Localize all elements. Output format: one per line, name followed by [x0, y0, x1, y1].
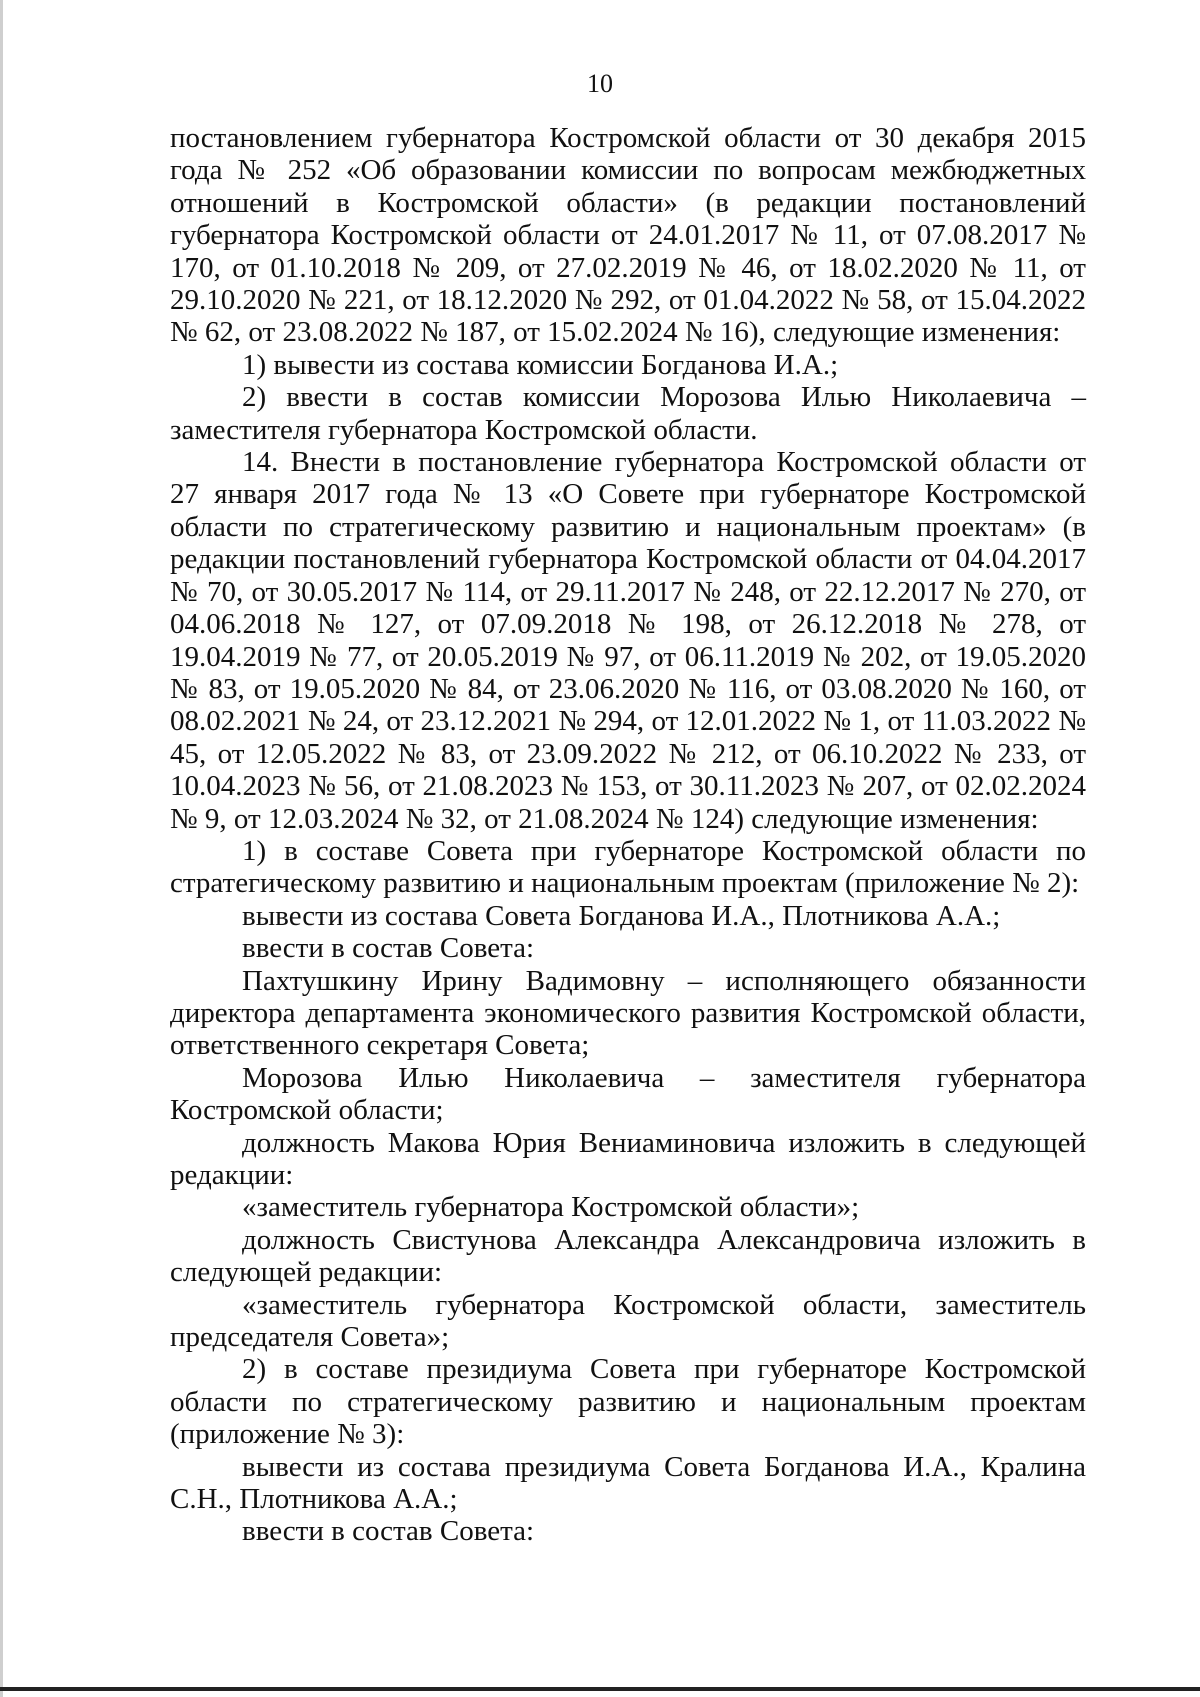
paragraph-clause-14: 14. Внести в постановление губернатора Костромской области от 27 января 2017 года № 13 «О Совете при губернаторе Костромской области по стратегическому развитию и национальным проектам» (в редакции постановлений губернатора Костромской области от 04.04.2017 № 70, от 30.05.2017 № 114, от 29.11.2017 № 248, от 22.12.2017 № 270, от 04.06.2018 № 127, от 07.09.2018 № 198, от 26.12.2018 № 278, от 19.04.2019 № 77, от 20.05.2019 № 97, от 06.11.2019 № 202, от 19.05.2020 № 83, от 19.05.2020 № 84, от 23.06.2020 № 116, от 03.08.2020 № 160, от 08.02.2021 № 24, от 23.12.2021 № 294, от 12.01.2022 № 1, от 11.03.2022 № 45, от 12.05.2022 № 83, от 23.09.2022 № 212, от 06.10.2022 № 233, от 10.04.2023 № 56, от 21.08.2023 № 153, от 30.11.2023 № 207, от 02.02.2024 № 9, от 12.03.2024 № 32, от 21.08.2024 № 124) следующие изменения:: [170, 446, 1086, 835]
paragraph-council-composition: 1) в составе Совета при губернаторе Костромской области по стратегическому развитию и национальным проектам (приложение № 2):: [170, 834, 1086, 900]
page-bottom-border: [0, 1687, 1200, 1691]
paragraph-council-remove: вывести из состава Совета Богданова И.А., Плотникова А.А.;: [242, 899, 1001, 932]
paragraph-makov-new-title: «заместитель губернатора Костромской области»;: [242, 1191, 860, 1224]
paragraph-presidium-remove: вывести из состава президиума Совета Богданова И.А., Кралина С.Н., Плотникова А.А.;: [170, 1450, 1086, 1516]
paragraph-continuation: постановлением губернатора Костромской области от 30 декабря 2015 года № 252 «Об образовании комиссии по вопросам межбюджетных отношений в Костромской области» (в редакции постановлений губернатора Костромской области от 24.01.2017 № 11, от 07.08.2017 № 170, от 01.10.2018 № 209, от 27.02.2019 № 46, от 18.02.2020 № 11, от 29.10.2020 № 221, от 18.12.2020 № 292, от 01.04.2022 № 58, от 15.04.2022 № 62, от 23.08.2022 № 187, от 15.02.2024 № 16), следующие изменения:: [170, 122, 1086, 349]
paragraph-item-2-add: 2) ввести в состав комиссии Морозова Илью Николаевича – заместителя губернатора Костромской области.: [170, 381, 1086, 446]
paragraph-presidium-add-heading: ввести в состав Совета:: [242, 1515, 535, 1548]
paragraph-council-add-heading: ввести в состав Совета:: [242, 932, 535, 965]
paragraph-item-1-remove: 1) вывести из состава комиссии Богданова И.А.;: [242, 348, 839, 381]
paragraph-makov-position: должность Макова Юрия Вениаминовича изложить в следующей редакции:: [170, 1126, 1086, 1191]
page-number: 10: [587, 69, 613, 98]
document-body: [170, 122, 1086, 1548]
paragraph-presidium-composition: 2) в составе президиума Совета при губернаторе Костромской области по стратегическому развитию и национальным проектам (приложение № 3):: [170, 1353, 1086, 1451]
paragraph-council-add-pakhtushkina: Пахтушкину Ирину Вадимовну – исполняющего обязанности директора департамента экономического развития Костромской области, ответственного секретаря Совета;: [170, 964, 1086, 1062]
paragraph-council-add-morozov: Морозова Илью Николаевича – заместителя губернатора Костромской области;: [170, 1061, 1086, 1127]
scan-edge: [0, 0, 3, 1697]
paragraph-svistunov-position: должность Свистунова Александра Александровича изложить в следующей редакции:: [170, 1223, 1086, 1289]
paragraph-svistunov-new-title: «заместитель губернатора Костромской области, заместитель председателя Совета»;: [170, 1288, 1086, 1354]
